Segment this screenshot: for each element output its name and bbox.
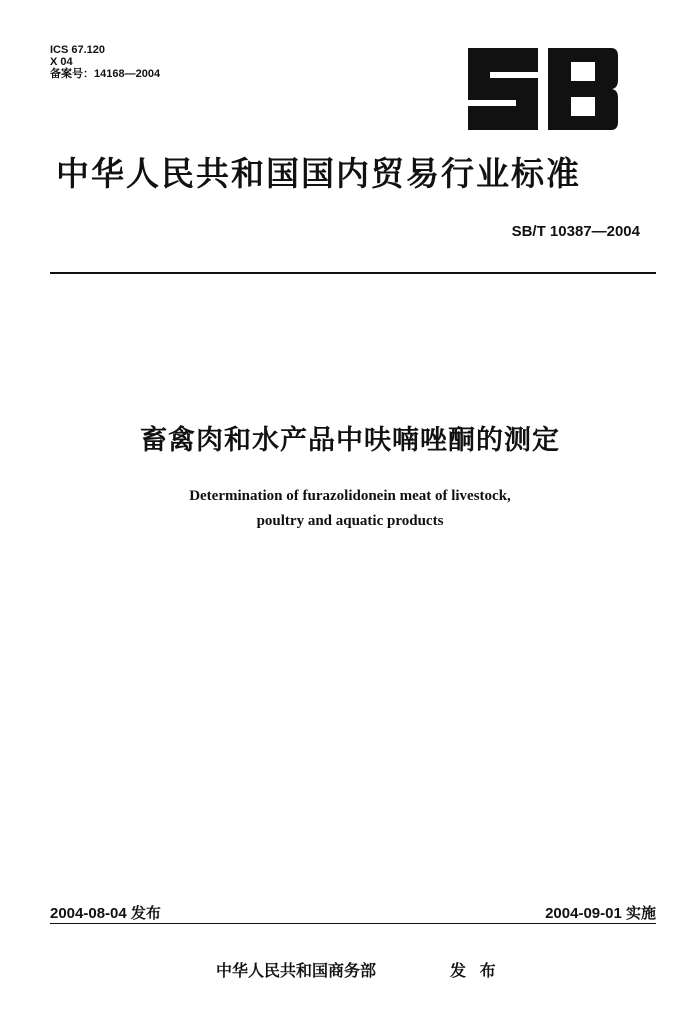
filing-number: 备案号：14168—2004 bbox=[50, 68, 161, 80]
document-title-english-line-2: poultry and aquatic products bbox=[256, 513, 444, 529]
implementation-date: 2004-09-01 实施 bbox=[545, 905, 656, 922]
standard-code: SB/T 10387—2004 bbox=[511, 223, 640, 240]
issuing-body-title: 中华人民共和国国内贸易行业标准 bbox=[56, 154, 581, 193]
sb-logo-b bbox=[548, 48, 618, 130]
sb-logo bbox=[468, 48, 618, 130]
top-divider bbox=[50, 272, 656, 274]
publish-label: 发 布 bbox=[450, 961, 496, 980]
classification-code: X 04 bbox=[50, 56, 73, 68]
document-title-chinese: 畜禽肉和水产品中呋喃唑酮的测定 bbox=[140, 425, 560, 456]
ics-code: ICS 67.120 bbox=[50, 44, 106, 56]
bottom-divider bbox=[50, 923, 656, 924]
issue-date: 2004-08-04 发布 bbox=[50, 905, 161, 922]
document-title-english-line-1: Determination of furazolidonein meat of livestock, bbox=[189, 488, 511, 504]
sb-logo-s bbox=[468, 48, 538, 130]
publisher-name: 中华人民共和国商务部 bbox=[216, 961, 377, 980]
header-meta bbox=[50, 44, 160, 80]
document-title-english bbox=[0, 484, 700, 534]
